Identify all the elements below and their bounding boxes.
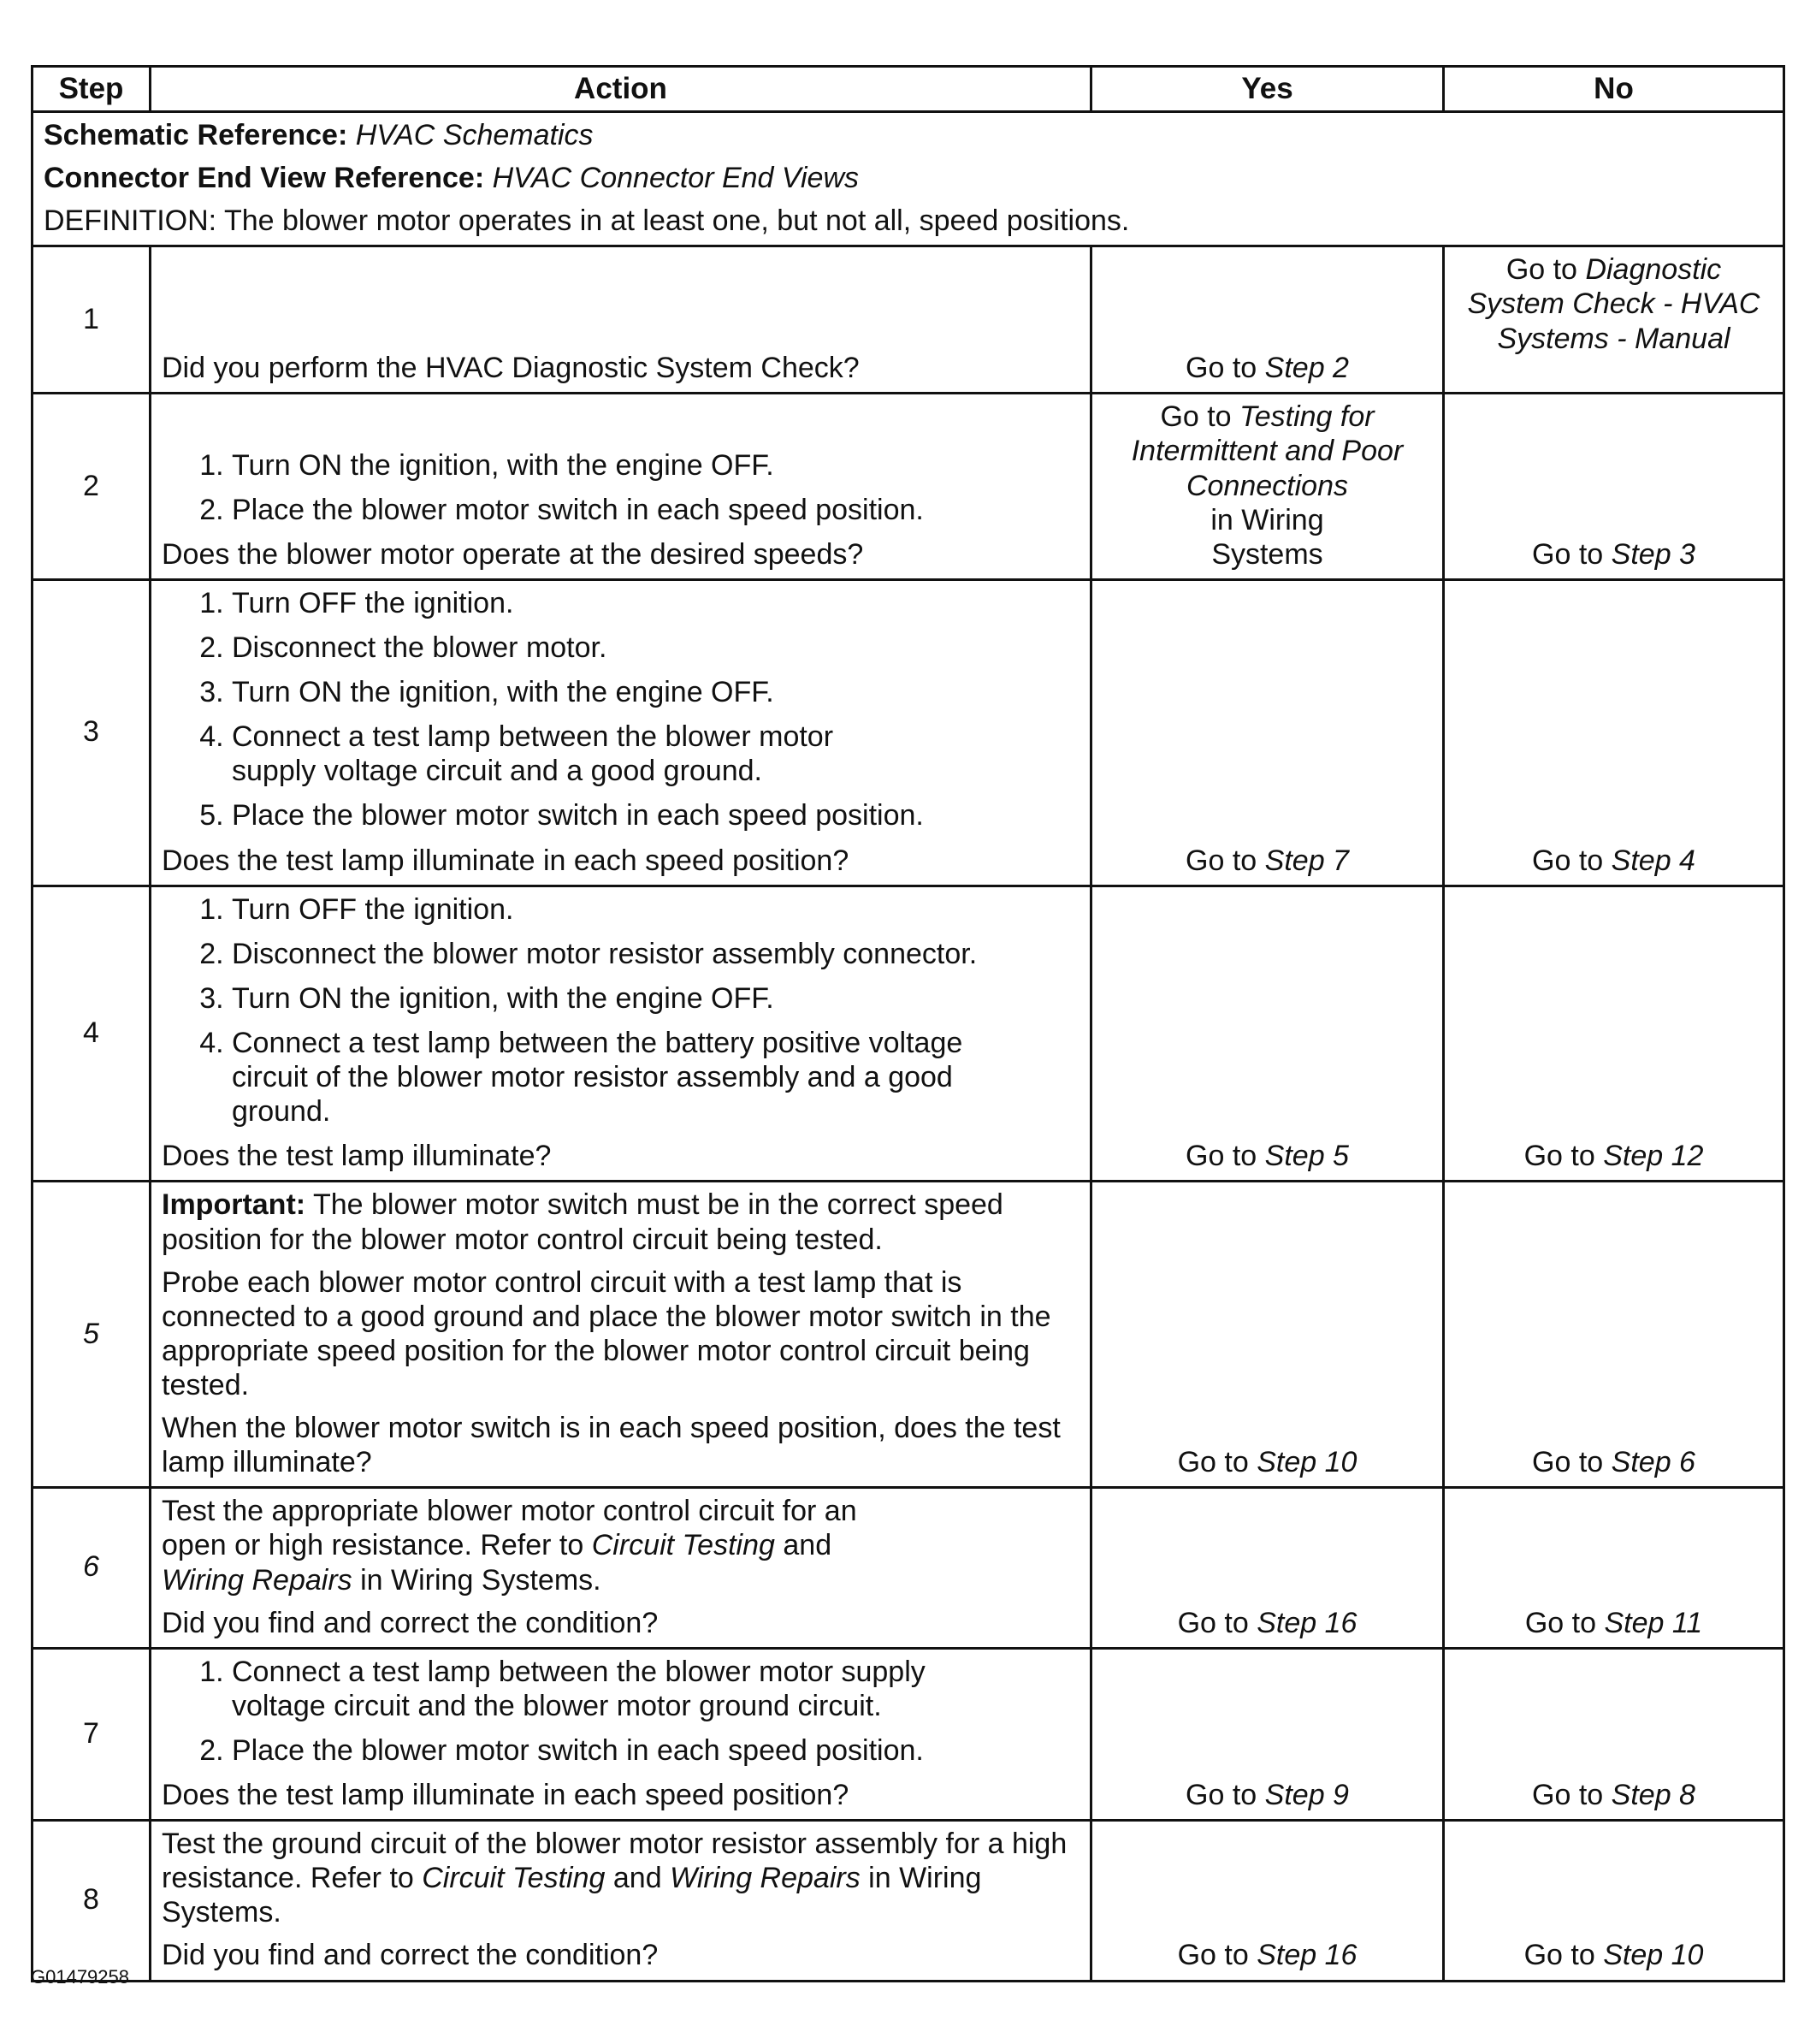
step-action — [151, 1182, 1091, 1488]
circuit-testing-link[interactable]: Circuit Testing — [591, 1529, 775, 1562]
step-action — [151, 394, 1091, 580]
step-number: 3 — [33, 579, 151, 886]
go-to-label: Go to — [1523, 1140, 1595, 1173]
connector-reference — [44, 161, 1772, 195]
wiring-repairs-link[interactable]: Wiring Repairs — [162, 1563, 352, 1597]
instruction-item: 5. Place the blower motor switch in each speed position. — [232, 798, 1079, 832]
no-target-link[interactable]: Step 11 — [1604, 1606, 1703, 1639]
step-no — [1444, 1648, 1784, 1820]
instruction-item: 1. Connect a test lamp between the blower motor supply voltage circuit and the blower motor ground circuit. — [232, 1655, 1079, 1723]
go-to-label: Go to — [1524, 1606, 1597, 1639]
paragraph-text: Test the appropriate blower motor control circuit for an open or high resistance. Refer to — [162, 1495, 857, 1562]
no-target-link-line3[interactable]: Systems - Manual — [1497, 322, 1730, 355]
step-yes — [1091, 1182, 1444, 1488]
step-yes — [1091, 246, 1444, 394]
schematic-reference — [44, 118, 1772, 152]
step-action — [151, 1648, 1091, 1820]
go-to-label: Go to — [1186, 844, 1257, 877]
instruction-item: 3. Turn ON the ignition, with the engine OFF. — [232, 981, 1079, 1016]
figure-id: G01479258 — [31, 1966, 129, 1988]
yes-target-link[interactable]: Step 10 — [1257, 1446, 1358, 1479]
step-action — [151, 1488, 1091, 1648]
no-target-link[interactable]: Step 4 — [1611, 844, 1695, 877]
step-number-text: 6 — [83, 1550, 99, 1584]
yes-target-line5: Systems — [1211, 537, 1323, 571]
header-action: Action — [151, 67, 1091, 112]
go-to-label: Go to — [1505, 253, 1577, 287]
paragraph-text: and — [783, 1529, 832, 1562]
step-row-7 — [33, 1648, 1784, 1820]
reference-row — [33, 112, 1784, 246]
connector-reference-link[interactable]: HVAC Connector End Views — [492, 162, 859, 195]
go-to-label: Go to — [1532, 537, 1604, 571]
step-instructions — [162, 892, 1079, 1129]
instruction-item: 1. Turn ON the ignition, with the engine OFF. — [232, 448, 1079, 483]
instruction-item: 2. Place the blower motor switch in each speed position. — [232, 493, 1079, 527]
step-number: 4 — [33, 886, 151, 1182]
yes-target-link[interactable]: Testing for — [1239, 400, 1375, 434]
no-target-link[interactable]: Step 3 — [1611, 537, 1695, 571]
header-yes: Yes — [1091, 67, 1444, 112]
instruction-item: 4. Connect a test lamp between the blower motor supply voltage circuit and a good ground. — [232, 720, 1079, 788]
step-number: 2 — [33, 394, 151, 580]
yes-target-link[interactable]: Step 2 — [1264, 352, 1349, 385]
step-instructions — [162, 1655, 1079, 1768]
paragraph-text: in Wiring Systems. — [162, 1862, 982, 1929]
step-paragraph: Probe each blower motor control circuit with a test lamp that is connected to a good ground and place the blower motor switch in the appropriate speed position for the blower motor control circuit being tested. — [162, 1265, 1051, 1401]
step-question: Does the test lamp illuminate in each speed position? — [162, 844, 849, 877]
instruction-item: 4. Connect a test lamp between the battery positive voltage circuit of the blower motor resistor assembly and a good ground. — [232, 1026, 1079, 1129]
wiring-repairs-link[interactable]: Wiring Repairs — [670, 1862, 861, 1895]
step-action — [151, 246, 1091, 394]
step-question: Did you find and correct the condition? — [162, 1939, 659, 1972]
step-row-2 — [33, 394, 1784, 580]
step-number — [33, 1488, 151, 1648]
connector-reference-label: Connector End View Reference: — [44, 162, 485, 195]
diagnostic-table — [31, 65, 1785, 1982]
step-question: Does the blower motor operate at the desired speeds? — [162, 537, 864, 571]
paragraph-text: Test the ground circuit of the blower motor resistor assembly for a high resistance. Refer to — [162, 1828, 1068, 1895]
step-no — [1444, 394, 1784, 580]
step-number-text: 5 — [83, 1317, 99, 1350]
step-no — [1444, 246, 1784, 394]
no-target-link[interactable]: Step 10 — [1603, 1939, 1704, 1972]
no-target-link-line2[interactable]: System Check - HVAC — [1467, 287, 1760, 321]
yes-target-link-line3[interactable]: Connections — [1186, 469, 1348, 502]
instruction-item: 3. Turn ON the ignition, with the engine OFF. — [232, 675, 1079, 709]
step-instructions — [162, 586, 1079, 833]
step-yes — [1091, 886, 1444, 1182]
step-row-3 — [33, 579, 1784, 886]
instruction-item: 2. Disconnect the blower motor resistor assembly connector. — [232, 937, 1079, 971]
step-number: 1 — [33, 246, 151, 394]
no-target-link[interactable]: Step 12 — [1603, 1140, 1704, 1173]
important-label: Important: — [162, 1188, 306, 1222]
paragraph-text: in Wiring Systems. — [360, 1563, 601, 1597]
step-yes — [1091, 394, 1444, 580]
step-row-8 — [33, 1821, 1784, 1981]
step-no — [1444, 579, 1784, 886]
go-to-label: Go to — [1523, 1939, 1595, 1972]
yes-target-link[interactable]: Step 5 — [1264, 1140, 1349, 1173]
step-row-4 — [33, 886, 1784, 1182]
header-no: No — [1444, 67, 1784, 112]
step-yes — [1091, 579, 1444, 886]
step-row-6 — [33, 1488, 1784, 1648]
header-step: Step — [33, 67, 151, 112]
step-row-5 — [33, 1182, 1784, 1488]
step-no — [1444, 1821, 1784, 1981]
schematic-reference-link[interactable]: HVAC Schematics — [355, 119, 594, 151]
important-note — [162, 1188, 1079, 1256]
diagnostic-table-container — [31, 65, 1783, 1982]
step-question: Does the test lamp illuminate in each speed position? — [162, 1779, 849, 1812]
no-target-link[interactable]: Step 6 — [1611, 1446, 1695, 1479]
no-target-link[interactable]: Diagnostic — [1585, 253, 1722, 287]
go-to-label: Go to — [1532, 844, 1604, 877]
paragraph-text: and — [612, 1862, 662, 1895]
step-number: 7 — [33, 1648, 151, 1820]
step-yes — [1091, 1821, 1444, 1981]
go-to-label: Go to — [1177, 1446, 1249, 1479]
step-yes — [1091, 1648, 1444, 1820]
step-instructions — [162, 448, 1079, 527]
yes-target-link[interactable]: Step 7 — [1264, 844, 1349, 877]
go-to-label: Go to — [1177, 1606, 1249, 1639]
reference-cell — [33, 112, 1784, 246]
no-target-link[interactable]: Step 8 — [1611, 1779, 1695, 1812]
go-to-label: Go to — [1177, 1939, 1249, 1972]
go-to-label: Go to — [1186, 352, 1257, 385]
circuit-testing-link[interactable]: Circuit Testing — [422, 1862, 606, 1895]
step-question: Did you find and correct the condition? — [162, 1606, 659, 1639]
step-number: 8 — [33, 1821, 151, 1981]
go-to-label: Go to — [1186, 1779, 1257, 1812]
yes-target-line4: in Wiring — [1210, 503, 1324, 536]
instruction-item: 1. Turn OFF the ignition. — [232, 892, 1079, 927]
step-question: Did you perform the HVAC Diagnostic System Check? — [162, 352, 860, 385]
go-to-label: Go to — [1160, 400, 1232, 434]
step-yes — [1091, 1488, 1444, 1648]
important-text: The blower motor switch must be in the correct speed position for the blower motor control circuit being tested. — [162, 1188, 1003, 1256]
go-to-label: Go to — [1532, 1446, 1604, 1479]
step-question: When the blower motor switch is in each speed position, does the test lamp illuminate? — [162, 1412, 1061, 1479]
instruction-item: 1. Turn OFF the ignition. — [232, 586, 1079, 620]
go-to-label: Go to — [1186, 1140, 1257, 1173]
step-no — [1444, 1488, 1784, 1648]
step-row-1 — [33, 246, 1784, 394]
yes-target-link[interactable]: Step 16 — [1257, 1939, 1358, 1972]
step-action — [151, 886, 1091, 1182]
step-paragraph — [162, 1494, 1079, 1597]
instruction-item: 2. Disconnect the blower motor. — [232, 631, 1079, 665]
definition-text: DEFINITION: The blower motor operates in at least one, but not all, speed positions. — [44, 204, 1130, 238]
yes-target-link[interactable]: Step 9 — [1264, 1779, 1349, 1812]
step-paragraph — [162, 1827, 1079, 1929]
step-number — [33, 1182, 151, 1488]
header-row — [33, 67, 1784, 112]
step-action — [151, 579, 1091, 886]
schematic-reference-label: Schematic Reference: — [44, 119, 348, 151]
step-question: Does the test lamp illuminate? — [162, 1140, 552, 1173]
step-action — [151, 1821, 1091, 1981]
instruction-item: 2. Place the blower motor switch in each speed position. — [232, 1733, 1079, 1768]
yes-target-link[interactable]: Step 16 — [1257, 1606, 1358, 1639]
step-no — [1444, 1182, 1784, 1488]
step-no — [1444, 886, 1784, 1182]
go-to-label: Go to — [1532, 1779, 1604, 1812]
yes-target-link-line2[interactable]: Intermittent and Poor — [1131, 435, 1404, 468]
